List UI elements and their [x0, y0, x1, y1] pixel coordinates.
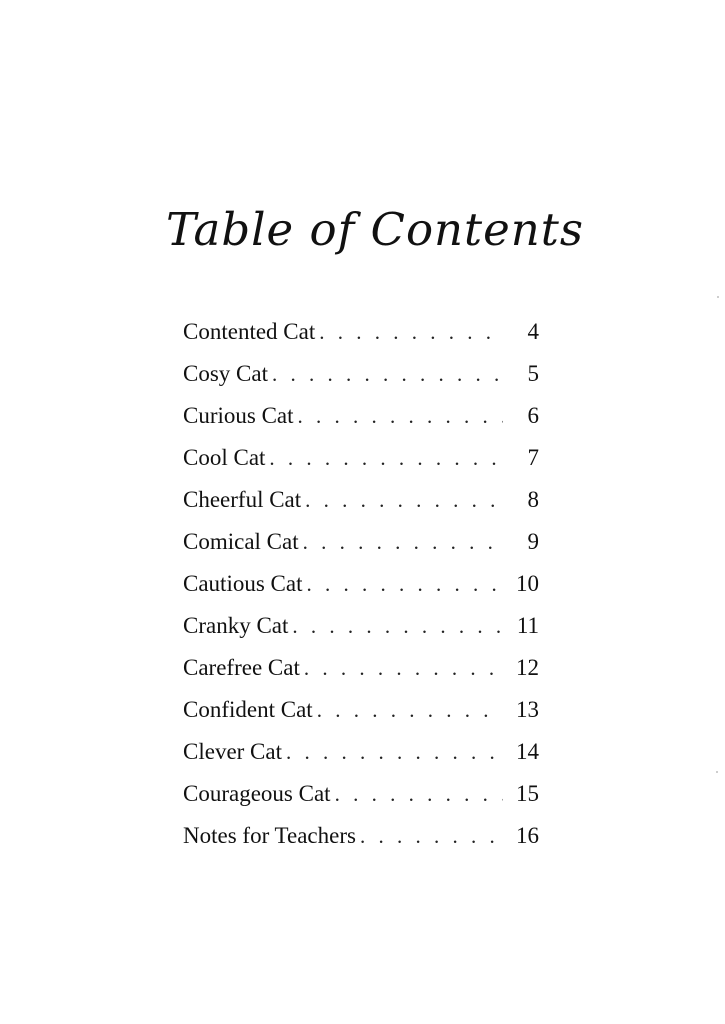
toc-entry-label: Cool Cat: [183, 445, 266, 470]
toc-entry-label: Comical Cat: [183, 529, 299, 554]
toc-entry[interactable]: [183, 521, 539, 563]
toc-entry-page-number: 12: [516, 655, 539, 680]
dot-leader: [317, 689, 503, 731]
scan-speck: [716, 771, 718, 773]
toc-entry-page-number: 15: [516, 781, 539, 806]
toc-entry-label: Cautious Cat: [183, 571, 303, 596]
toc-entry[interactable]: [183, 437, 539, 479]
toc-entry-label: Confident Cat: [183, 697, 313, 722]
toc-entry-label: Cosy Cat: [183, 361, 268, 386]
dot-leader: [298, 395, 503, 437]
toc-entry[interactable]: [183, 773, 539, 815]
toc-entry-page-number: 10: [516, 571, 539, 596]
toc-entry-page-number: 4: [527, 319, 539, 344]
toc-entry[interactable]: [183, 311, 539, 353]
toc-entry[interactable]: [183, 647, 539, 689]
scan-speck: [717, 296, 719, 298]
toc-entry-label: Clever Cat: [183, 739, 282, 764]
toc-entry-label: Carefree Cat: [183, 655, 300, 680]
dot-leader: [360, 815, 503, 857]
dot-leader: [292, 605, 503, 647]
page-title: Table of Contents: [166, 203, 584, 256]
dot-leader: [319, 311, 503, 353]
toc-entry[interactable]: [183, 563, 539, 605]
table-of-contents: [183, 311, 539, 857]
dot-leader: [303, 521, 503, 563]
dot-leader: [286, 731, 503, 773]
toc-entry[interactable]: [183, 605, 539, 647]
toc-entry-page-number: 14: [516, 739, 539, 764]
toc-entry-label: Cheerful Cat: [183, 487, 302, 512]
dot-leader: [269, 437, 503, 479]
dot-leader: [335, 773, 503, 815]
toc-entry-page-number: 13: [516, 697, 539, 722]
toc-entry-label: Notes for Teachers: [183, 823, 356, 848]
toc-entry[interactable]: [183, 395, 539, 437]
dot-leader: [304, 647, 503, 689]
toc-entry-page-number: 7: [527, 445, 539, 470]
toc-entry-page-number: 9: [527, 529, 539, 554]
toc-entry-page-number: 5: [527, 361, 539, 386]
toc-entry[interactable]: [183, 353, 539, 395]
toc-entry-label: Courageous Cat: [183, 781, 331, 806]
toc-entry[interactable]: [183, 815, 539, 857]
toc-entry[interactable]: [183, 731, 539, 773]
dot-leader: [306, 563, 503, 605]
toc-entry-page-number: 11: [516, 613, 539, 638]
toc-entry-label: Curious Cat: [183, 403, 294, 428]
dot-leader: [272, 353, 503, 395]
toc-entry-page-number: 16: [516, 823, 539, 848]
toc-entry[interactable]: [183, 689, 539, 731]
dot-leader: [305, 479, 503, 521]
toc-entry-label: Cranky Cat: [183, 613, 289, 638]
toc-entry-page-number: 8: [527, 487, 539, 512]
toc-entry[interactable]: [183, 479, 539, 521]
toc-entry-label: Contented Cat: [183, 319, 316, 344]
toc-entry-page-number: 6: [527, 403, 539, 428]
